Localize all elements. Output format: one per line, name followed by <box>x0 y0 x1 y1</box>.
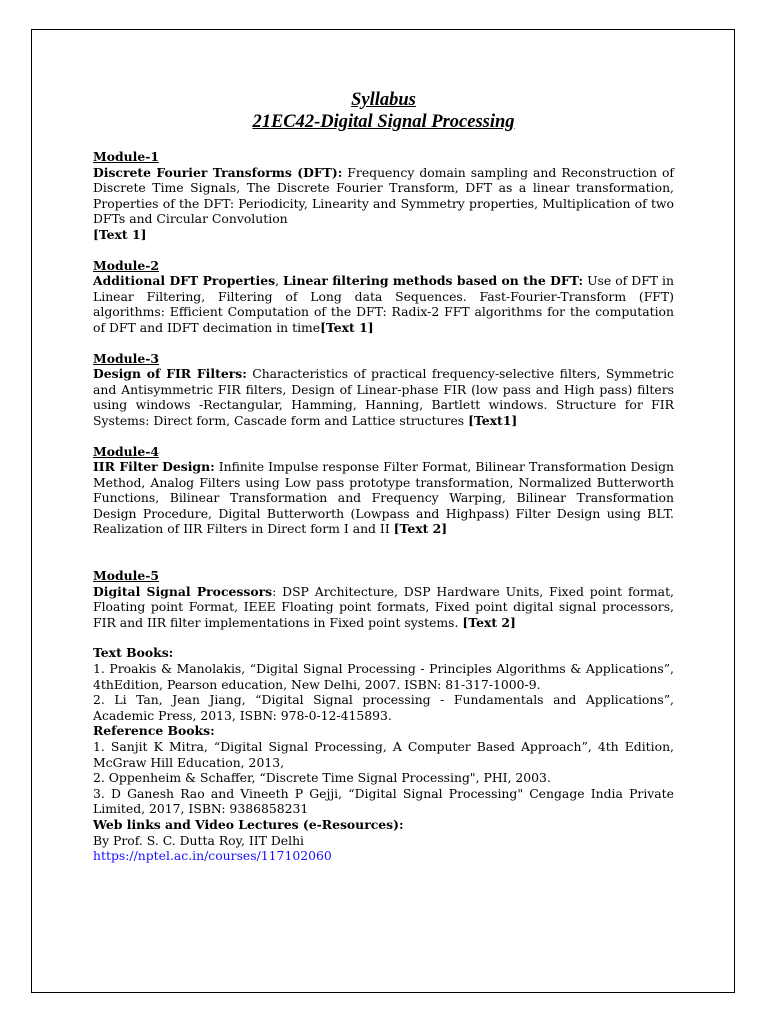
text-books-heading: Text Books: <box>93 645 174 661</box>
reference-book-item: 3. D Ganesh Rao and Vineeth P Gejji, “Digital Signal Processing" Cengage India Private Limited, 2017, ISBN: 9386858231 <box>93 785 674 817</box>
nptel-course-link[interactable]: https://nptel.ac.in/courses/117102060 <box>93 848 332 864</box>
module-1-section <box>93 149 674 243</box>
module-3-topic: Design of FIR Filters: <box>93 366 247 382</box>
module-2-heading: Module-2 <box>93 257 160 273</box>
module-1-heading: Module-1 <box>93 149 160 164</box>
module-4-reference: [Text 2] <box>393 521 448 537</box>
reference-book-item: 2. Oppenheim & Schaffer, “Discrete Time Signal Processing", PHI, 2003. <box>93 770 551 786</box>
module-5-reference: [Text 2] <box>462 614 516 630</box>
module-3-reference: [Text1] <box>468 412 518 428</box>
module-2-section <box>93 258 674 336</box>
module-2-description <box>93 273 674 335</box>
module-2-reference: [Text 1] <box>320 319 374 335</box>
syllabus-document <box>93 89 674 864</box>
module-4-section <box>93 444 674 538</box>
module-2-body: Use of DFT in Linear Filtering, Filtering of Long data Sequences. Fast-Fourier-Transform (FFT) algorithms: Efficient Computation of the DFT: Radix-2 FFT algorithms for the computation of DFT and IDFT decimation in time <box>93 273 675 335</box>
module-5-description <box>93 584 674 631</box>
module-5-heading: Module-5 <box>93 568 160 584</box>
text-book-item: 2. Li Tan, Jean Jiang, “Digital Signal processing - Fundamentals and Applications”, Academic Press, 2013, ISBN: 978-0-12-415893. <box>93 692 674 723</box>
module-3-heading: Module-3 <box>93 350 160 366</box>
module-1-description <box>93 165 674 227</box>
module-3-section <box>93 351 674 429</box>
module-4-heading: Module-4 <box>93 443 160 459</box>
module-4-topic: IIR Filter Design: <box>93 459 215 475</box>
module-1-topic: Discrete Fourier Transforms (DFT): <box>93 164 343 180</box>
module-4-description <box>93 459 674 537</box>
module-4-body: Infinite Impulse response Filter Format, Bilinear Transformation Design Method, Analog Filters using Low pass prototype transformation, Normalized Butterworth Functions, Bilinear Transformation and Frequency Warping, Bilinear Transformation Design Procedure, Digital Butterworth (Lowpass and Highpass) Filter Design using BLT. Realization of IIR Filters in Direct form I and II <box>93 459 674 537</box>
module-3-description <box>93 366 674 428</box>
module-5-topic: Digital Signal Processors <box>93 583 273 599</box>
text-book-item: 1. Proakis & Manolakis, “Digital Signal Processing - Principles Algorithms & Applications”, 4thEdition, Pearson education, New Delhi, 2007. ISBN: 81-317-1000-9. <box>93 661 674 692</box>
web-links-heading: Web links and Video Lectures (e-Resources): <box>93 816 404 832</box>
document-title-block <box>93 89 674 133</box>
module-3-body: Characteristics of practical frequency-selective filters, Symmetric and Antisymmetric FIR filters, Design of Linear-phase FIR (low pass and High pass) filters using windows -Rectangular, Hamming, Hanning, Bartlett windows. Structure for FIR Systems: Direct form, Cascade form and Lattice structures <box>93 366 674 428</box>
module-5-body: : DSP Architecture, DSP Hardware Units, Fixed point format, Floating point Format, IEEE Floating point formats, Fixed point digital signal processors, FIR and IIR filter implementations in Fixed point systems. <box>93 583 674 630</box>
reference-book-item: 1. Sanjit K Mitra, “Digital Signal Processing, A Computer Based Approach”, 4th Edition, McGraw Hill Education, 2013, <box>93 739 674 770</box>
module-2-separator: , <box>275 273 284 289</box>
module-5-section <box>93 568 674 630</box>
document-title: Syllabus <box>351 90 416 110</box>
module-1-reference: [Text 1] <box>93 226 147 242</box>
module-2-topic: Additional DFT Properties <box>93 273 276 289</box>
web-links-author: By Prof. S. C. Dutta Roy, IIT Delhi <box>93 832 305 848</box>
module-1-body: Frequency domain sampling and Reconstruction of Discrete Time Signals, The Discrete Fourier Transform, DFT as a linear transformation, Properties of the DFT: Periodicity, Linearity and Symmetry properties, Multiplication of two DFTs and Circular Convolution <box>93 164 674 227</box>
module-2-topic-2: Linear filtering methods based on the DFT: <box>283 273 584 289</box>
course-title: 21EC42-Digital Signal Processing <box>252 112 515 132</box>
books-section <box>93 645 674 863</box>
reference-books-heading: Reference Books: <box>93 723 215 739</box>
